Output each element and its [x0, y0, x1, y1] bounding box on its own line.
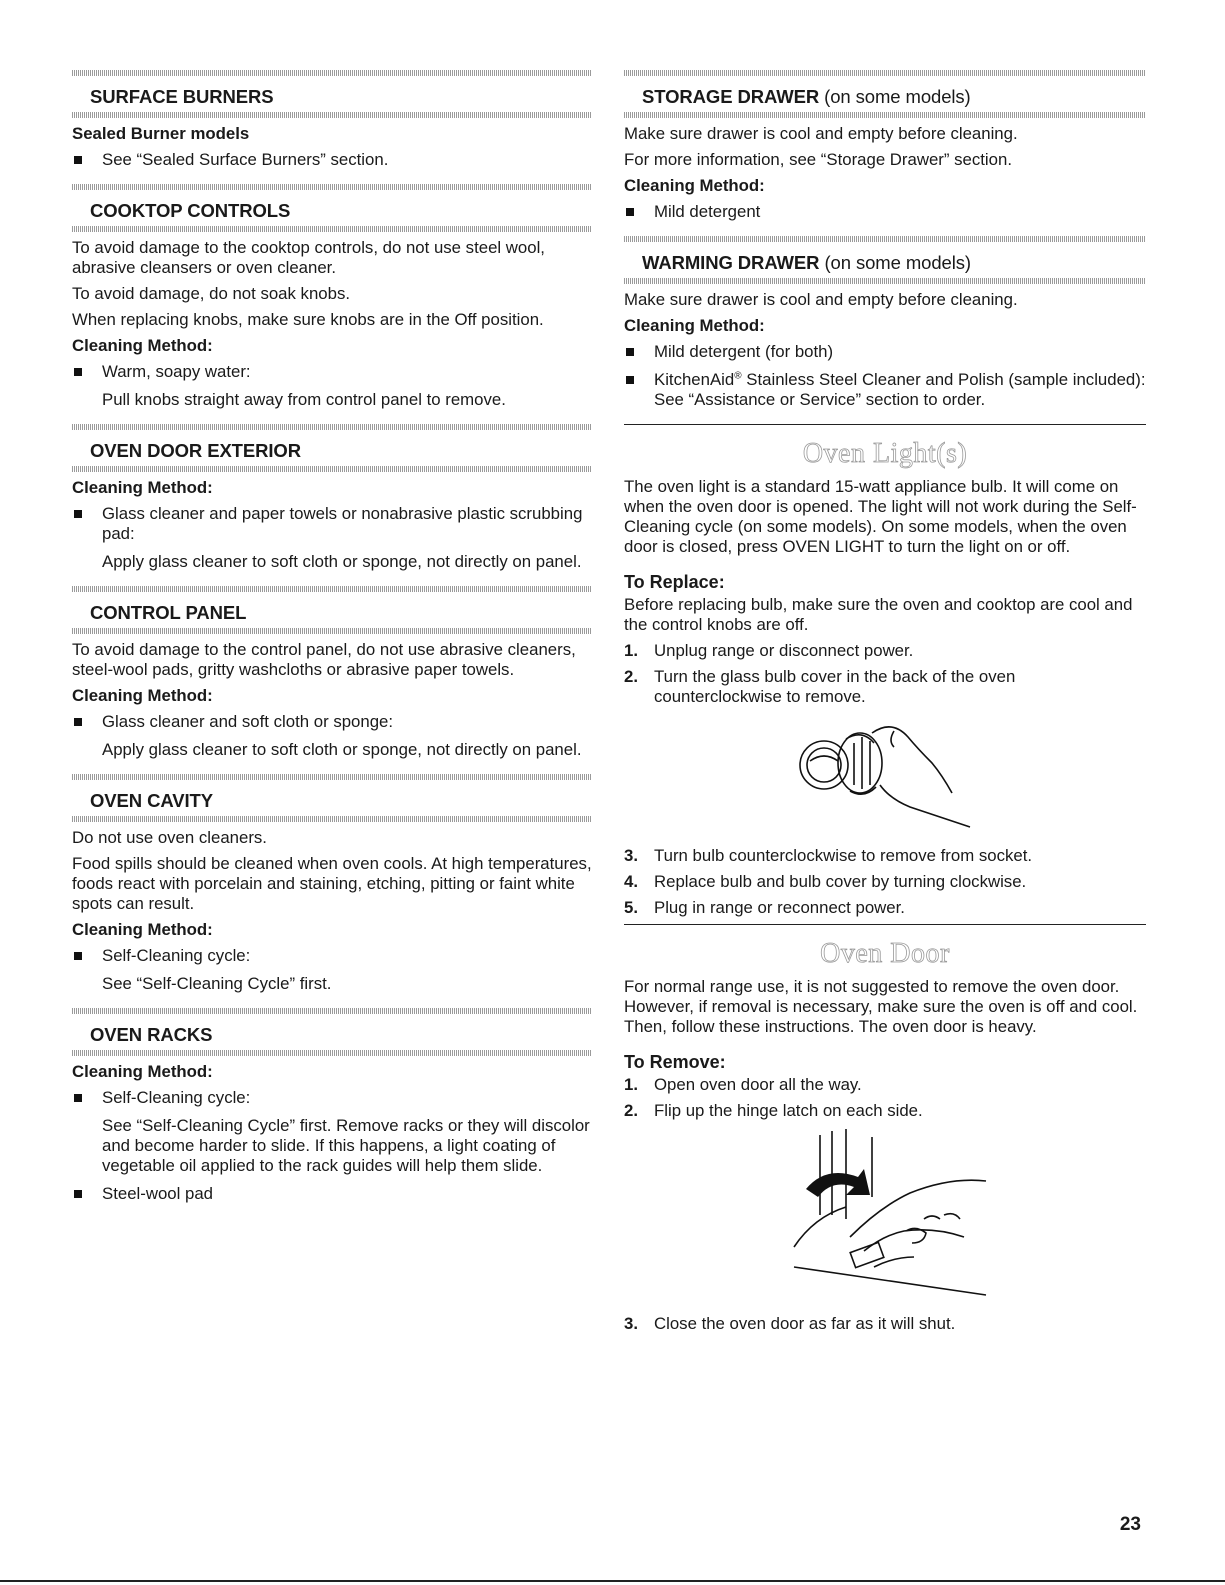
section-oven-cavity: [72, 774, 592, 994]
step-item: [624, 641, 1146, 661]
bullet-item: Self-Cleaning cycle:: [72, 946, 592, 966]
hatch-rule: [72, 1050, 592, 1056]
bullet-item: Self-Cleaning cycle:: [72, 1088, 592, 1108]
section-header: [72, 184, 592, 232]
step-item: [624, 1314, 1146, 1334]
oven-door-heading: Oven Door: [624, 924, 1146, 969]
cleaning-method-label: Cleaning Method:: [72, 686, 213, 705]
section-control-panel: [72, 586, 592, 760]
indented-text: Apply glass cleaner to soft cloth or sponge, not directly on panel.: [102, 552, 582, 571]
cleaning-method-label: Cleaning Method:: [72, 1062, 213, 1081]
paragraph: To avoid damage to the control panel, do not use abrasive cleaners, steel-wool pads, gritty washcloths or abrasive paper towels.: [72, 640, 576, 679]
paragraph: For normal range use, it is not suggested to remove the oven door. However, if removal is necessary, make sure the oven is off and cool. Then, follow these instructions. The oven door is heavy.: [624, 977, 1138, 1036]
section-title: [624, 242, 1146, 278]
step-text: Turn the glass bulb cover in the back of the oven counterclockwise to remove.: [654, 667, 1016, 706]
step-number: 5.: [624, 898, 638, 917]
step-text: Plug in range or reconnect power.: [654, 898, 905, 917]
section-surface-burners: [72, 70, 592, 170]
section-title: OVEN RACKS: [90, 1024, 213, 1045]
section-title: SURFACE BURNERS: [90, 86, 274, 107]
hatch-rule: [72, 816, 592, 822]
paragraph: When replacing knobs, make sure knobs are in the Off position.: [72, 310, 544, 329]
section-cooktop-controls: [72, 184, 592, 410]
paragraph: Do not use oven cleaners.: [72, 828, 267, 847]
paragraph: The oven light is a standard 15-watt appliance bulb. It will come on when the oven door is opened. The light will not work during the Self-Cleaning cycle (on some models). On some models, when the oven door is closed, press OVEN LIGHT to turn the light on or off.: [624, 477, 1137, 556]
step-number: 4.: [624, 872, 638, 891]
registered-mark: ®: [734, 370, 742, 382]
hinge-latch-illustration: [624, 1127, 1146, 1304]
bullet-text: Stainless Steel Cleaner and Polish (sample included):: [741, 370, 1146, 389]
paragraph: Food spills should be cleaned when oven cools. At high temperatures, foods react with porcelain and staining, etching, pitting or faint white spots can result.: [72, 854, 592, 913]
section-title-suffix: (on some models): [824, 86, 971, 107]
section-title: [624, 76, 1146, 112]
oven-lights-heading: Oven Light(s): [624, 424, 1146, 469]
bullet-item: Steel-wool pad: [72, 1184, 592, 1204]
step-text: Flip up the hinge latch on each side.: [654, 1101, 923, 1120]
bullet-item: Warm, soapy water:: [72, 362, 592, 382]
section-header: [72, 70, 592, 118]
hatch-rule: [72, 628, 592, 634]
section-title-text: WARMING DRAWER: [642, 252, 820, 273]
hatch-rule: [72, 112, 592, 118]
section-title: CONTROL PANEL: [90, 602, 247, 623]
bullet-item: Mild detergent: [624, 202, 1146, 222]
step-item: [624, 667, 1146, 707]
to-replace-heading: To Replace:: [624, 572, 725, 592]
step-text: Replace bulb and bulb cover by turning clockwise.: [654, 872, 1027, 891]
section-header: [72, 1008, 592, 1056]
step-number: 3.: [624, 1314, 638, 1333]
step-text: Close the oven door as far as it will shut.: [654, 1314, 956, 1333]
left-column: [72, 70, 592, 1218]
bullet-item: Glass cleaner and soft cloth or sponge:: [72, 712, 592, 732]
step-text: Unplug range or disconnect power.: [654, 641, 914, 660]
section-oven-door-exterior: [72, 424, 592, 572]
section-oven-racks: [72, 1008, 592, 1204]
hatch-rule: [72, 466, 592, 472]
section-title-suffix: (on some models): [824, 252, 971, 273]
section-title: OVEN CAVITY: [90, 790, 213, 811]
step-item: [624, 1101, 1146, 1121]
step-text: Turn bulb counterclockwise to remove from socket.: [654, 846, 1033, 865]
section-title: COOKTOP CONTROLS: [90, 200, 291, 221]
indented-text: See “Self-Cleaning Cycle” first. Remove racks or they will discolor and become harder to slide. If this happens, a light coating of vegetable oil applied to the rack guides will help them slide.: [102, 1116, 590, 1175]
cleaning-method-label: Cleaning Method:: [72, 920, 213, 939]
section-header: [624, 70, 1146, 118]
section-oven-lights: [624, 424, 1146, 918]
indented-text: Pull knobs straight away from control panel to remove.: [102, 390, 506, 409]
paragraph: To avoid damage, do not soak knobs.: [72, 284, 351, 303]
indented-text: Apply glass cleaner to soft cloth or sponge, not directly on panel.: [102, 740, 582, 759]
section-title-text: STORAGE DRAWER: [642, 86, 820, 107]
section-header: [624, 236, 1146, 284]
bullet-item: Mild detergent (for both): [624, 342, 1146, 362]
cleaning-method-label: Cleaning Method:: [72, 478, 213, 497]
bullet-item: Glass cleaner and paper towels or nonabrasive plastic scrubbing pad:: [72, 504, 592, 544]
paragraph: Before replacing bulb, make sure the oven and cooktop are cool and the control knobs are off.: [624, 595, 1133, 634]
right-column: [624, 70, 1146, 1340]
hatch-rule: [72, 226, 592, 232]
step-item: [624, 1075, 1146, 1095]
section-header: [72, 774, 592, 822]
to-remove-heading: To Remove:: [624, 1052, 726, 1072]
step-number: 1.: [624, 1075, 638, 1094]
bulb-cover-illustration: [624, 713, 1146, 836]
step-number: 2.: [624, 1101, 638, 1120]
step-number: 1.: [624, 641, 638, 660]
section-oven-door: [624, 924, 1146, 1334]
bullet-text: KitchenAid: [654, 370, 735, 389]
bulb-hand-drawing: [624, 713, 1146, 831]
paragraph: Make sure drawer is cool and empty before cleaning.: [624, 124, 1018, 143]
paragraph: To avoid damage to the cooktop controls, do not use steel wool, abrasive cleansers or oven cleaner.: [72, 238, 545, 277]
hinge-hand-drawing: [624, 1127, 1146, 1299]
step-item: [624, 846, 1146, 866]
cleaning-method-label: Cleaning Method:: [72, 336, 213, 355]
subheading: Sealed Burner models: [72, 124, 250, 143]
section-title: OVEN DOOR EXTERIOR: [90, 440, 301, 461]
hatch-rule: [624, 112, 1146, 118]
section-warming-drawer: [624, 236, 1146, 410]
paragraph: Make sure drawer is cool and empty before cleaning.: [624, 290, 1018, 309]
step-item: [624, 898, 1146, 918]
page-number: 23: [1119, 1514, 1141, 1535]
bottom-rule: [0, 1580, 1225, 1582]
cleaning-method-label: Cleaning Method:: [624, 176, 765, 195]
step-text: Open oven door all the way.: [654, 1075, 862, 1094]
bullet-item: See “Sealed Surface Burners” section.: [72, 150, 592, 170]
cleaning-method-label: Cleaning Method:: [624, 316, 765, 335]
step-item: [624, 872, 1146, 892]
step-number: 3.: [624, 846, 638, 865]
paragraph: For more information, see “Storage Drawer” section.: [624, 150, 1012, 169]
indented-text: See “Self-Cleaning Cycle” first.: [102, 974, 332, 993]
section-header: [72, 424, 592, 472]
section-header: [72, 586, 592, 634]
bullet-item: [624, 370, 1146, 410]
bullet-text: See “Assistance or Service” section to order.: [654, 390, 986, 409]
step-number: 2.: [624, 667, 638, 686]
hatch-rule: [624, 278, 1146, 284]
section-storage-drawer: [624, 70, 1146, 222]
